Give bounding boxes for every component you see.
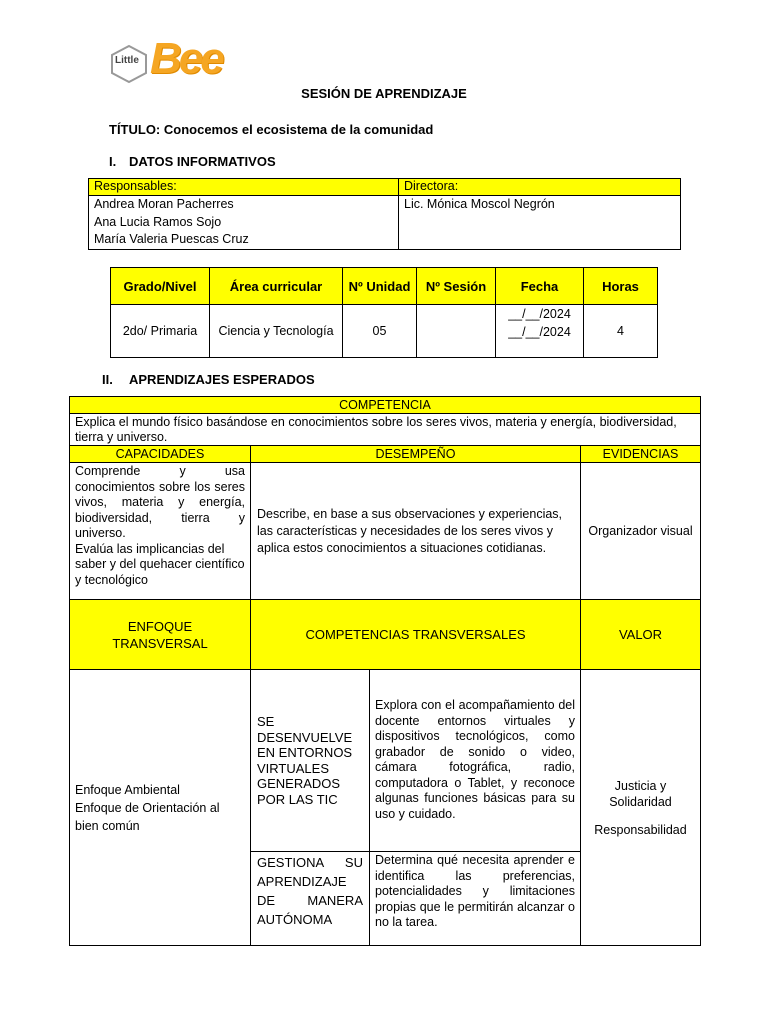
fecha-value: __/__/2024 <box>508 325 571 339</box>
header-grado: Grado/Nivel <box>111 268 210 305</box>
fecha-value: __/__/2024 <box>508 307 571 321</box>
header-area: Área curricular <box>210 268 343 305</box>
valor-header: VALOR <box>581 600 701 670</box>
header-sesion: Nº Sesión <box>417 268 496 305</box>
section-number: I. <box>109 154 117 169</box>
enfoque-item: Enfoque Ambiental <box>75 782 180 797</box>
grado-value: 2do/ Primaria <box>111 305 210 358</box>
competencia-text: Explica el mundo físico basándose en conocimientos sobre los seres vivos, materia y energía, biodiversidad, tierra y universo. <box>70 414 701 446</box>
desempeno-header: DESEMPEÑO <box>251 446 581 463</box>
logo-bee-text: Bee <box>150 34 222 83</box>
logo-little-text: Little <box>115 55 139 66</box>
section-number: II. <box>102 372 113 387</box>
capacidad-item: Evalúa las implicancias del saber y del quehacer científico y tecnológico <box>75 541 245 587</box>
enfoque-item: Enfoque de Orientación al bien común <box>75 800 220 833</box>
section-heading-datos <box>109 154 276 169</box>
directora-header: Directora: <box>399 179 681 196</box>
aprendizajes-table <box>69 396 701 946</box>
unidad-value: 05 <box>343 305 417 358</box>
session-title: TÍTULO: Conocemos el ecosistema de la comunidad <box>109 122 434 137</box>
fecha-cell <box>496 305 584 358</box>
valor-item: Justicia y Solidaridad <box>609 778 672 809</box>
info-table <box>110 267 658 358</box>
evidencias-header: EVIDENCIAS <box>581 446 701 463</box>
sesion-value <box>417 305 496 358</box>
section-heading-aprendizajes <box>102 372 315 387</box>
responsable-item: Ana Lucia Ramos Sojo <box>94 214 222 229</box>
page-title: SESIÓN DE APRENDIZAJE <box>301 86 467 101</box>
responsable-item: María Valeria Puescas Cruz <box>94 232 249 246</box>
directora-name: Lic. Mónica Moscol Negrón <box>404 197 555 211</box>
comp1-desc: Explora con el acompañamiento del docente entornos virtuales y dispositivos tecnológicos, como grabador de sonido o video, cámara fotográfica, radio, computadora o Tablet, y reconoce algunas funciones básicas para su uso y cuidado. <box>370 670 581 852</box>
responsables-list <box>89 196 399 250</box>
competencia-header: COMPETENCIA <box>70 397 701 414</box>
responsable-item: Andrea Moran Pacherres <box>94 197 234 211</box>
comp1-name: SE DESENVUELVE EN ENTORNOS VIRTUALES GENERADOS POR LAS TIC <box>251 670 370 852</box>
header-unidad: Nº Unidad <box>343 268 417 305</box>
area-value: Ciencia y Tecnología <box>210 305 343 358</box>
header-fecha: Fecha <box>496 268 584 305</box>
directora-cell <box>399 196 681 250</box>
section-label: DATOS INFORMATIVOS <box>129 154 276 169</box>
capacidades-cell <box>70 463 251 600</box>
horas-value: 4 <box>584 305 658 358</box>
desempeno-text: Describe, en base a sus observaciones y experiencias, las características y necesidades de los seres vivos y aplica estos conocimientos a situaciones cotidianas. <box>251 463 581 600</box>
header-horas: Horas <box>584 268 658 305</box>
comp-trans-header: COMPETENCIAS TRANSVERSALES <box>251 600 581 670</box>
datos-table <box>88 178 681 250</box>
little-bee-logo <box>107 34 247 88</box>
evidencia-text: Organizador visual <box>581 463 701 600</box>
comp2-name: GESTIONA SU APRENDIZAJE DE MANERA AUTÓNOMA <box>251 852 370 946</box>
enfoque-cell <box>70 670 251 946</box>
responsables-header: Responsables: <box>89 179 399 196</box>
capacidades-header: CAPACIDADES <box>70 446 251 463</box>
section-label: APRENDIZAJES ESPERADOS <box>129 372 315 387</box>
valor-item: Responsabilidad <box>594 822 687 837</box>
valor-cell <box>581 670 701 946</box>
enfoque-header: ENFOQUE TRANSVERSAL <box>70 600 251 670</box>
capacidad-item: Comprende y usa conocimientos sobre los seres vivos, materia y energía, biodiversidad, tierra y universo. <box>75 464 245 540</box>
comp2-desc: Determina qué necesita aprender e identifica las preferencias, potencialidades y limitaciones propias que le permitirán alcanzar o no la tarea. <box>370 852 581 946</box>
